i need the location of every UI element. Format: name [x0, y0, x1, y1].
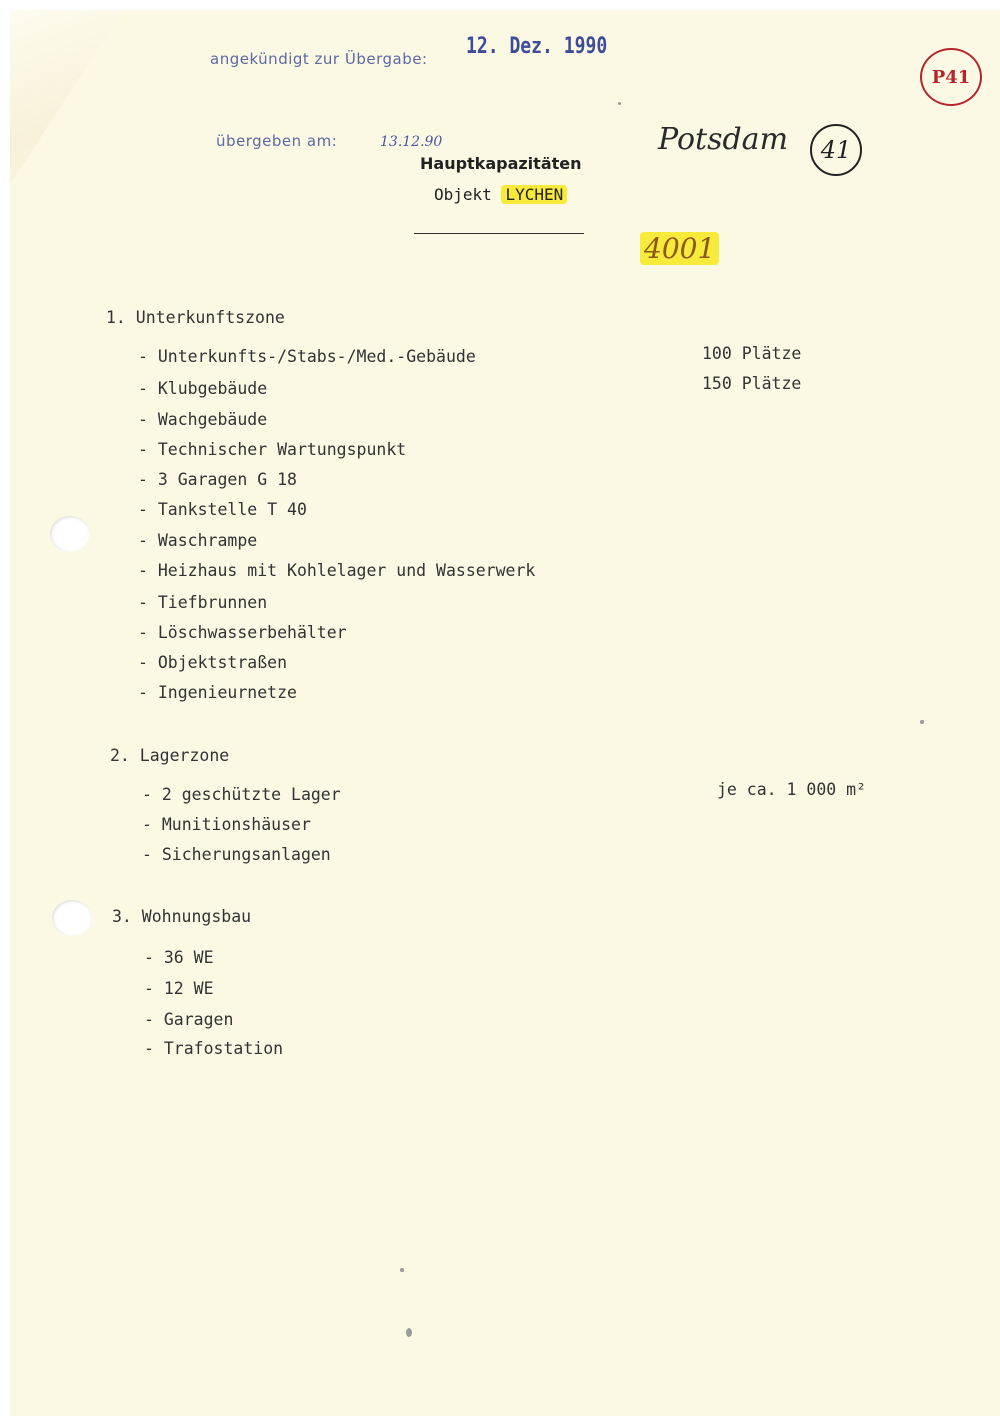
list-item: - Tiefbrunnen [138, 593, 268, 612]
list-item: - Objektstraßen [138, 653, 288, 672]
section-heading: 2. Lagerzone [110, 746, 230, 765]
announced-stamp-label: angekündigt zur Übergabe: [210, 50, 428, 68]
list-item: - 12 WE [144, 979, 214, 998]
list-item: - Garagen [144, 1010, 234, 1029]
highlighted-object-number [640, 232, 719, 265]
circled-number [810, 124, 862, 176]
object-number-text: 4001 [640, 232, 719, 265]
list-item: - 2 geschützte Lager [142, 785, 341, 804]
announced-stamp-date: 12. Dez. 1990 [466, 34, 608, 59]
header-divider [414, 233, 584, 234]
red-circled-code [920, 48, 982, 106]
object-line [434, 185, 567, 204]
list-item: - Munitionshäuser [142, 815, 311, 834]
list-item: - 36 WE [144, 948, 214, 967]
folded-corner [10, 10, 130, 200]
paper-speck [920, 720, 924, 724]
paper-speck [406, 1328, 412, 1337]
handed-over-date: 13.12.90 [380, 134, 443, 150]
object-name: LYCHEN [501, 185, 567, 204]
section-heading: 3. Wohnungsbau [112, 907, 252, 926]
punch-hole [50, 516, 90, 552]
list-item: - Klubgebäude [138, 379, 268, 398]
handwritten-city: Potsdam [658, 122, 789, 157]
list-item: - 3 Garagen G 18 [138, 470, 297, 489]
list-item: - Unterkunfts-/Stabs-/Med.-Gebäude [138, 347, 476, 366]
capacity-value: 100 Plätze [702, 344, 802, 363]
capacity-value: 150 Plätze [702, 374, 802, 393]
paper-speck [400, 1268, 404, 1272]
list-item: - Trafostation [144, 1039, 284, 1058]
handed-over-stamp-label: übergeben am: [216, 132, 338, 150]
list-item: - Ingenieurnetze [138, 683, 297, 702]
list-item: - Sicherungsanlagen [142, 845, 331, 864]
document-title: Hauptkapazitäten [420, 154, 582, 173]
list-item: - Wachgebäude [138, 410, 268, 429]
section-heading: 1. Unterkunftszone [106, 308, 285, 327]
red-code-text: P41 [931, 66, 971, 88]
list-item: - Löschwasserbehälter [138, 623, 347, 642]
object-label: Objekt [434, 185, 492, 204]
area-value: je ca. 1 000 m² [717, 780, 867, 799]
list-item: - Tankstelle T 40 [138, 500, 307, 519]
circled-number-text: 41 [820, 136, 852, 164]
document-page [10, 10, 1000, 1416]
list-item: - Technischer Wartungspunkt [138, 440, 407, 459]
punch-hole [52, 900, 92, 936]
paper-speck [618, 102, 621, 105]
list-item: - Waschrampe [138, 531, 258, 550]
list-item: - Heizhaus mit Kohlelager und Wasserwerk [138, 561, 536, 580]
